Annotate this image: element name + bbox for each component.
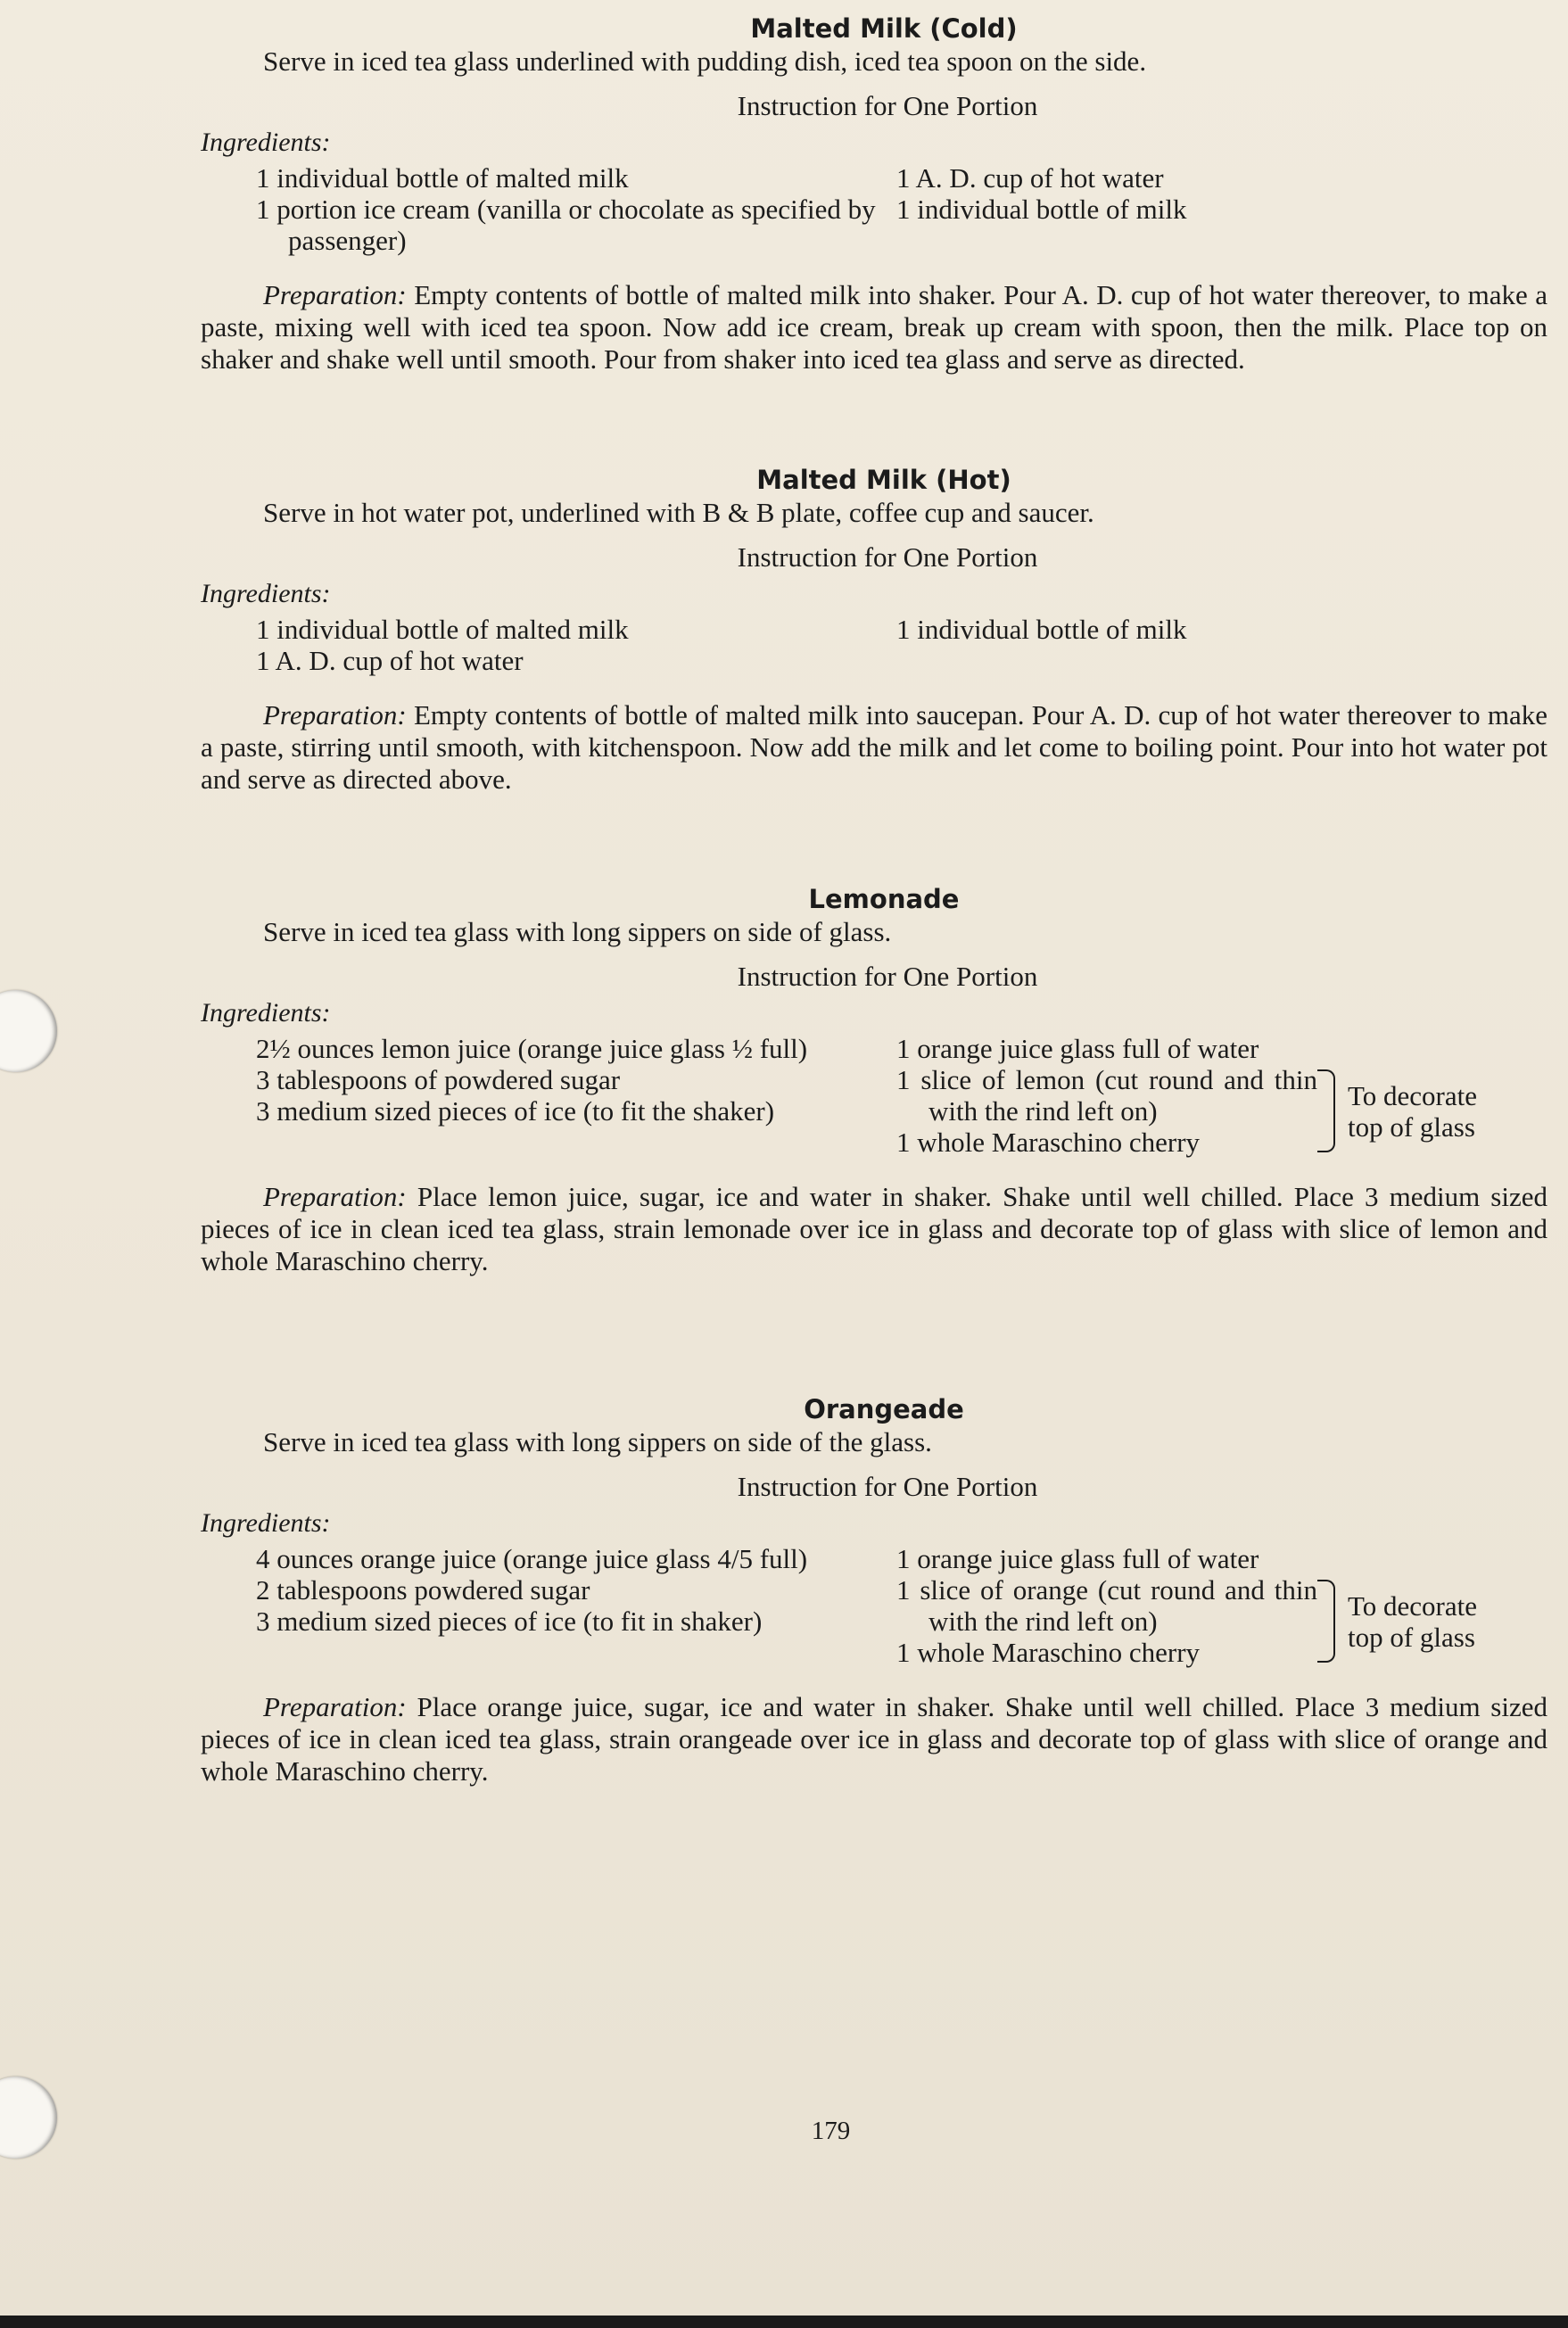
recipe-malted-milk-hot xyxy=(201,464,1547,796)
ingredient-item: 1 whole Maraschino cherry xyxy=(896,1637,1201,1668)
ingredient-item: 1 individual bottle of malted milk xyxy=(256,614,629,645)
ingredient-item: 3 medium sized pieces of ice (to fit the shaker) xyxy=(256,1095,775,1127)
recipe-title: Orangeade xyxy=(804,1394,964,1424)
ingredient-item: 1 whole Maraschino cherry xyxy=(896,1127,1201,1158)
decoration-group xyxy=(896,1064,1547,1158)
recipe-orangeade xyxy=(201,1393,1547,1787)
preparation-body: Empty contents of bottle of malted milk into shaker. Pour A. D. cup of hot water thereover, to make a paste, mixing well with iced tea spoon. Now add ice cream, break up cream with spoon, then the milk. Place top on shaker and shake well until smooth. Pour from shaker into iced tea glass and serve as directed. xyxy=(201,279,1547,375)
decoration-group xyxy=(896,1574,1547,1668)
ingredients-list xyxy=(201,614,1547,676)
preparation-text xyxy=(201,1691,1547,1787)
preparation-text xyxy=(201,1181,1547,1277)
recipe-title: Malted Milk (Hot) xyxy=(756,465,1011,495)
ingredient-item: 1 individual bottle of milk xyxy=(896,614,1187,645)
ingredient-item: 3 medium sized pieces of ice (to fit in shaker) xyxy=(256,1606,763,1637)
portion-heading: Instruction for One Portion xyxy=(737,90,1038,121)
portion-heading: Instruction for One Portion xyxy=(737,541,1038,573)
serving-instructions: Serve in iced tea glass with long sippers on side of the glass. xyxy=(263,1426,932,1457)
preparation-label: Preparation: xyxy=(263,1691,407,1722)
brace-icon xyxy=(1317,1580,1335,1663)
serving-instructions: Serve in iced tea glass with long sippers on side of glass. xyxy=(263,916,892,947)
ingredients-list xyxy=(201,1543,1547,1668)
recipe-title: Malted Milk (Cold) xyxy=(750,13,1018,44)
recipe-malted-milk-cold xyxy=(201,12,1547,376)
preparation-label: Preparation: xyxy=(263,279,407,310)
decoration-note: To decorate top of glass xyxy=(1348,1079,1477,1143)
ingredient-item: 3 tablespoons of powdered sugar xyxy=(256,1064,621,1095)
portion-heading: Instruction for One Portion xyxy=(737,961,1038,992)
ingredient-item: 4 ounces orange juice (orange juice glass 4/5 full) xyxy=(256,1543,808,1574)
ingredients-label: Ingredients: xyxy=(201,579,331,608)
ingredient-item: 1 individual bottle of malted milk xyxy=(256,162,629,194)
ingredient-item: 1 slice of orange (cut round and thin with the rind left on) xyxy=(896,1574,1317,1637)
ingredient-item: 1 orange juice glass full of water xyxy=(896,1543,1259,1574)
preparation-body: Place orange juice, sugar, ice and water in shaker. Shake until well chilled. Place 3 medium sized pieces of ice in clean iced tea glass, strain orangeade over ice in glass and decorate top of glass with slice of orange and whole Maraschino cherry. xyxy=(201,1691,1548,1787)
preparation-text xyxy=(201,699,1547,796)
page-number: 179 xyxy=(811,2117,851,2145)
decoration-note: To decorate top of glass xyxy=(1348,1589,1477,1653)
portion-heading: Instruction for One Portion xyxy=(737,1471,1038,1502)
ingredient-item: 1 slice of lemon (cut round and thin with the rind left on) xyxy=(896,1064,1317,1127)
ingredient-item: 1 A. D. cup of hot water xyxy=(896,162,1164,194)
preparation-label: Preparation: xyxy=(263,1181,407,1212)
ingredient-item: 1 individual bottle of milk xyxy=(896,194,1187,225)
ingredient-item: 2 tablespoons powdered sugar xyxy=(256,1574,590,1606)
ingredient-item: 2½ ounces lemon juice (orange juice glass ½ full) xyxy=(256,1033,808,1064)
recipe-lemonade xyxy=(201,883,1547,1277)
ingredient-item: 1 A. D. cup of hot water xyxy=(256,645,524,676)
punch-hole xyxy=(0,990,57,1072)
recipe-title: Lemonade xyxy=(808,884,960,914)
brace-icon xyxy=(1317,1069,1335,1152)
page-bottom-edge xyxy=(0,2316,1568,2328)
ingredients-label: Ingredients: xyxy=(201,998,331,1028)
preparation-body: Empty contents of bottle of malted milk into saucepan. Pour A. D. cup of hot water thereover to make a paste, stirring until smooth, with kitchenspoon. Now add the milk and let come to boiling point. Pour into hot water pot and serve as directed above. xyxy=(201,699,1547,795)
ingredients-list xyxy=(201,162,1547,256)
preparation-body: Place lemon juice, sugar, ice and water in shaker. Shake until well chilled. Place 3 medium sized pieces of ice in clean iced tea glass, strain lemonade over ice in glass and decorate top of glass with slice of lemon and whole Maraschino cherry. xyxy=(201,1181,1548,1276)
serving-instructions: Serve in hot water pot, underlined with B & B plate, coffee cup and saucer. xyxy=(263,497,1094,528)
serving-instructions: Serve in iced tea glass underlined with pudding dish, iced tea spoon on the side. xyxy=(263,45,1147,77)
preparation-text xyxy=(201,279,1547,376)
ingredients-label: Ingredients: xyxy=(201,1508,331,1538)
preparation-label: Preparation: xyxy=(263,699,407,731)
ingredients-label: Ingredients: xyxy=(201,128,331,157)
ingredient-item: 1 orange juice glass full of water xyxy=(896,1033,1259,1064)
ingredient-item: 1 portion ice cream (vanilla or chocolate as specified by passenger) xyxy=(256,194,876,256)
ingredients-list xyxy=(201,1033,1547,1158)
